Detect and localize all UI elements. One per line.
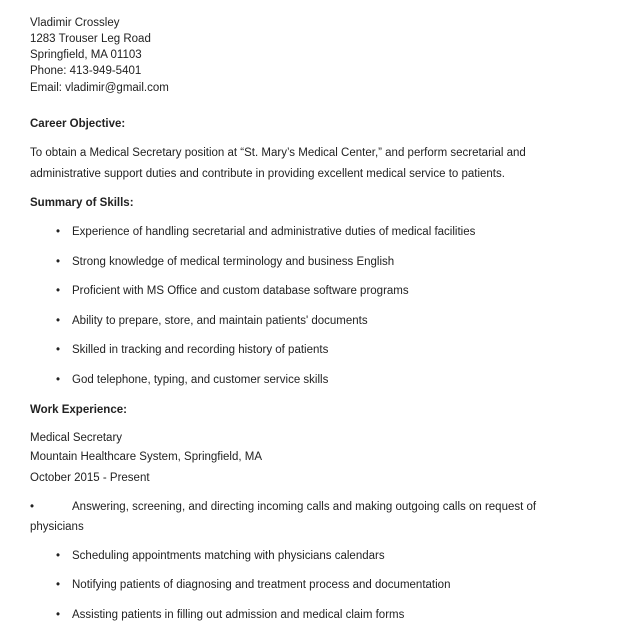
skill-text: Proficient with MS Office and custom database software programs — [72, 285, 409, 297]
bullet-icon: • — [56, 315, 61, 327]
duty-text-line-2: physicians — [30, 521, 84, 533]
employer: Mountain Healthcare System, Springfield, MA — [30, 451, 263, 463]
bullet-icon: • — [56, 609, 61, 621]
duty-text: Notifying patients of diagnosing and treatment process and documentation — [72, 579, 451, 591]
bullet-icon: • — [56, 226, 61, 238]
employment-dates: October 2015 - Present — [30, 472, 150, 484]
contact-email: Email: vladimir@gmail.com — [30, 82, 169, 94]
contact-name: Vladimir Crossley — [30, 17, 120, 29]
duty-text-line-1: Answering, screening, and directing incoming calls and making outgoing calls on request of — [72, 501, 537, 513]
bullet-icon: • — [30, 501, 35, 513]
career-objective-heading: Career Objective: — [30, 118, 126, 130]
work-experience-heading: Work Experience: — [30, 404, 127, 416]
skills-heading: Summary of Skills: — [30, 197, 134, 209]
skill-text: Strong knowledge of medical terminology and business English — [72, 256, 395, 268]
skill-text: God telephone, typing, and customer service skills — [72, 374, 329, 386]
bullet-icon: • — [56, 344, 61, 356]
bullet-icon: • — [56, 550, 61, 562]
bullet-icon: • — [56, 285, 61, 297]
job-title: Medical Secretary — [30, 432, 123, 444]
duty-text: Assisting patients in filling out admission and medical claim forms — [72, 609, 405, 621]
contact-street: 1283 Trouser Leg Road — [30, 33, 151, 45]
bullet-icon: • — [56, 256, 61, 268]
contact-phone: Phone: 413-949-5401 — [30, 65, 142, 77]
career-objective-line-2: administrative support duties and contribute in providing excellent medical service to patients. — [30, 168, 505, 180]
contact-city: Springfield, MA 01103 — [30, 49, 142, 61]
bullet-icon: • — [56, 374, 61, 386]
duty-item — [30, 499, 610, 539]
bullet-icon: • — [56, 579, 61, 591]
duty-text: Scheduling appointments matching with physicians calendars — [72, 550, 385, 562]
skill-text: Experience of handling secretarial and administrative duties of medical facilities — [72, 226, 476, 238]
skill-text: Ability to prepare, store, and maintain patients' documents — [72, 315, 368, 327]
career-objective-line-1: To obtain a Medical Secretary position at “St. Mary’s Medical Center,” and perform secretarial and — [30, 147, 526, 159]
skill-text: Skilled in tracking and recording history of patients — [72, 344, 329, 356]
